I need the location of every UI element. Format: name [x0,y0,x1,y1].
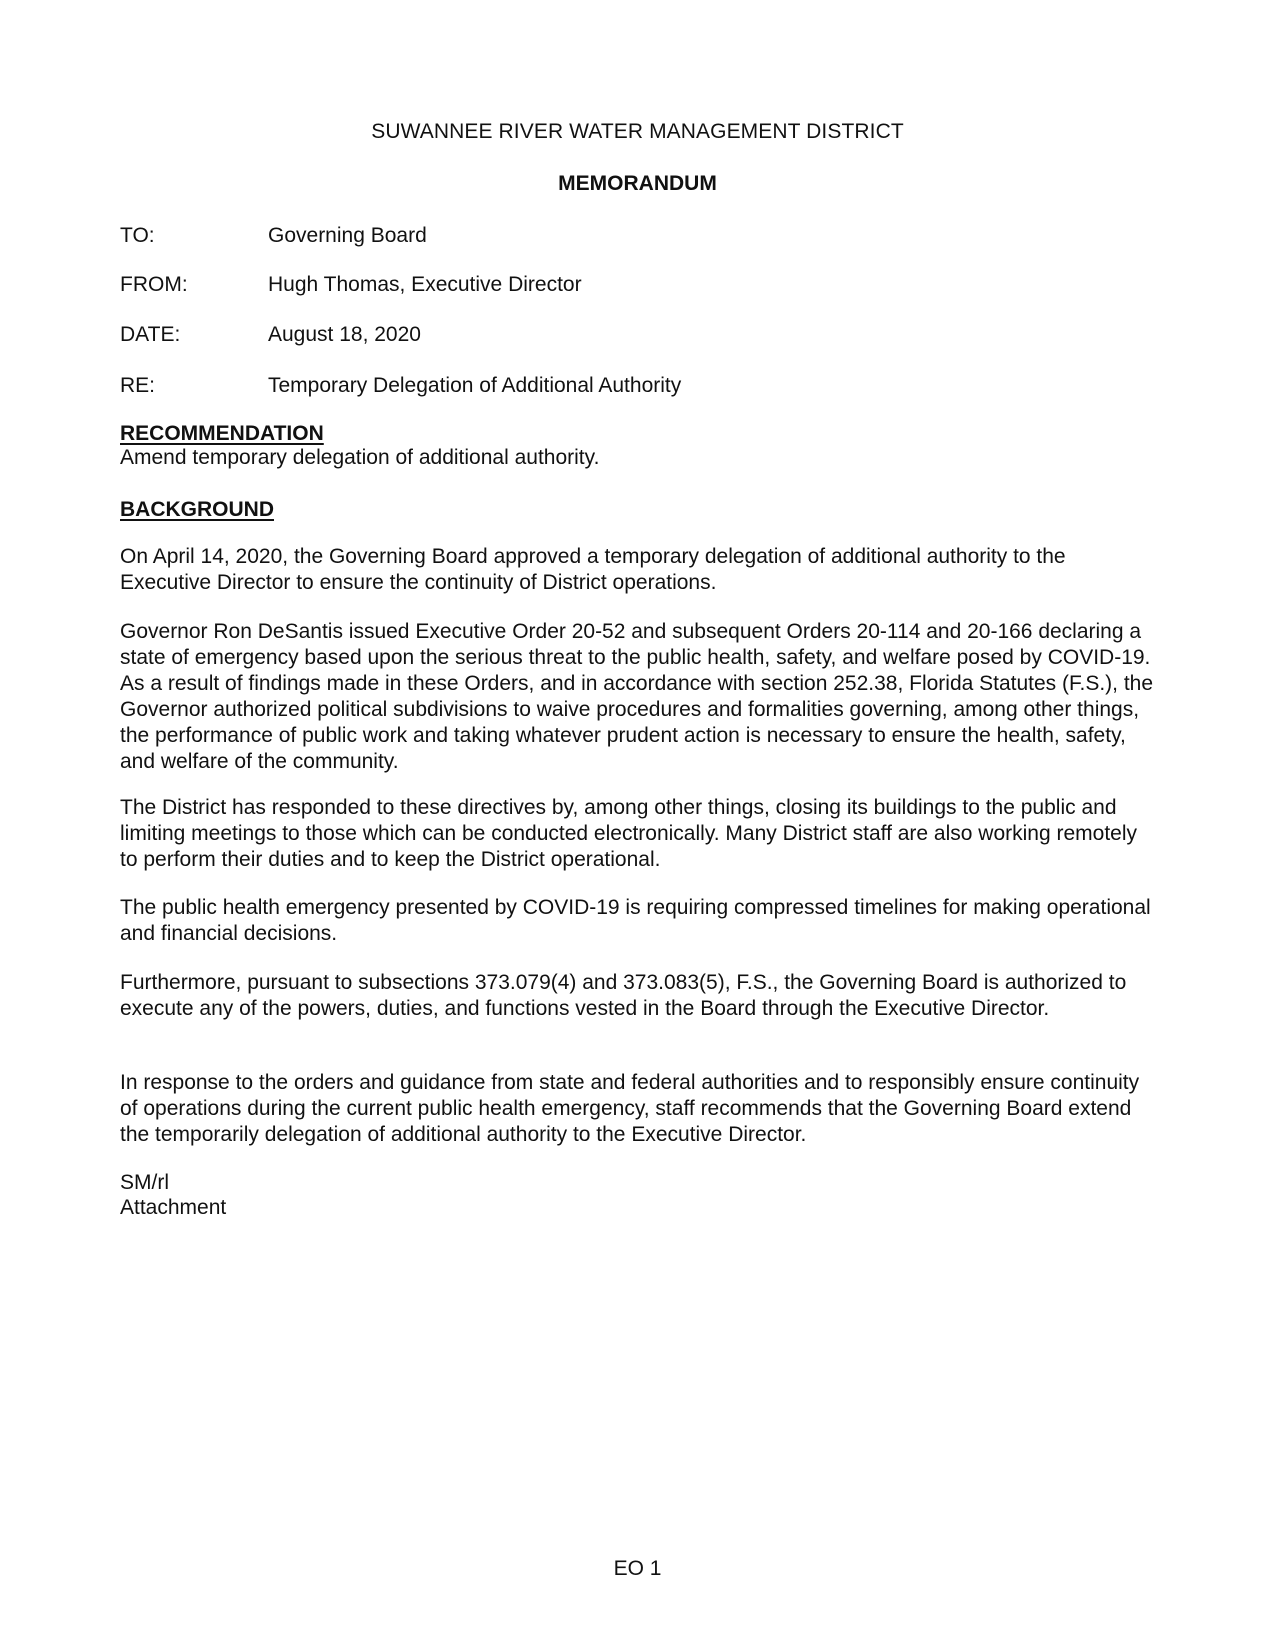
background-paragraph-3: The District has responded to these directives by, among other things, closing its buildings to the public and limiting meetings to those which can be conducted electronically. Many District staff are also working remotely to perform their duties and to keep the District operational. [120,796,1138,871]
background-paragraph-6: In response to the orders and guidance from state and federal authorities and to responsibly ensure continuity of operations during the current public health emergency, staff recommends that the Governing Board extend the temporarily delegation of additional authority to the Executive Director. [120,1071,1140,1146]
initials: SM/rl [120,1171,169,1194]
recommendation-heading: RECOMMENDATION [120,422,324,445]
memo-title: MEMORANDUM [558,172,717,195]
page-number: EO 1 [613,1557,662,1580]
to-label: TO: [120,224,155,247]
date-label: DATE: [120,323,181,346]
background-heading: BACKGROUND [120,498,274,521]
background-paragraph-4: The public health emergency presented by COVID-19 is requiring compressed timelines for making operational and financial decisions. [120,896,1151,945]
background-paragraph-2: Governor Ron DeSantis issued Executive Order 20-52 and subsequent Orders 20-114 and 20-166 declaring a state of emergency based upon the serious threat to the public health, safety, and welfare posed by COVID-19. As a result of findings made in these Orders, and in accordance with section 252.38, Florida Statutes (F.S.), the Governor authorized political subdivisions to waive procedures and formalities governing, among other things, the performance of public work and taking whatever prudent action is necessary to ensure the health, safety, and welfare of the community. [120,620,1154,773]
from-value: Hugh Thomas, Executive Director [268,273,582,296]
re-label: RE: [120,374,156,397]
organization-name: SUWANNEE RIVER WATER MANAGEMENT DISTRICT [371,120,904,143]
re-value: Temporary Delegation of Additional Authority [268,374,682,397]
attachment-label: Attachment [120,1196,227,1219]
recommendation-text: Amend temporary delegation of additional authority. [120,446,600,469]
date-value: August 18, 2020 [268,323,421,346]
background-paragraph-5: Furthermore, pursuant to subsections 373.079(4) and 373.083(5), F.S., the Governing Board is authorized to execute any of the powers, duties, and functions vested in the Board through the Executive Director. [120,971,1127,1020]
background-paragraph-1: On April 14, 2020, the Governing Board approved a temporary delegation of additional authority to the Executive Director to ensure the continuity of District operations. [120,545,1066,594]
from-label: FROM: [120,273,188,296]
to-value: Governing Board [268,224,427,247]
